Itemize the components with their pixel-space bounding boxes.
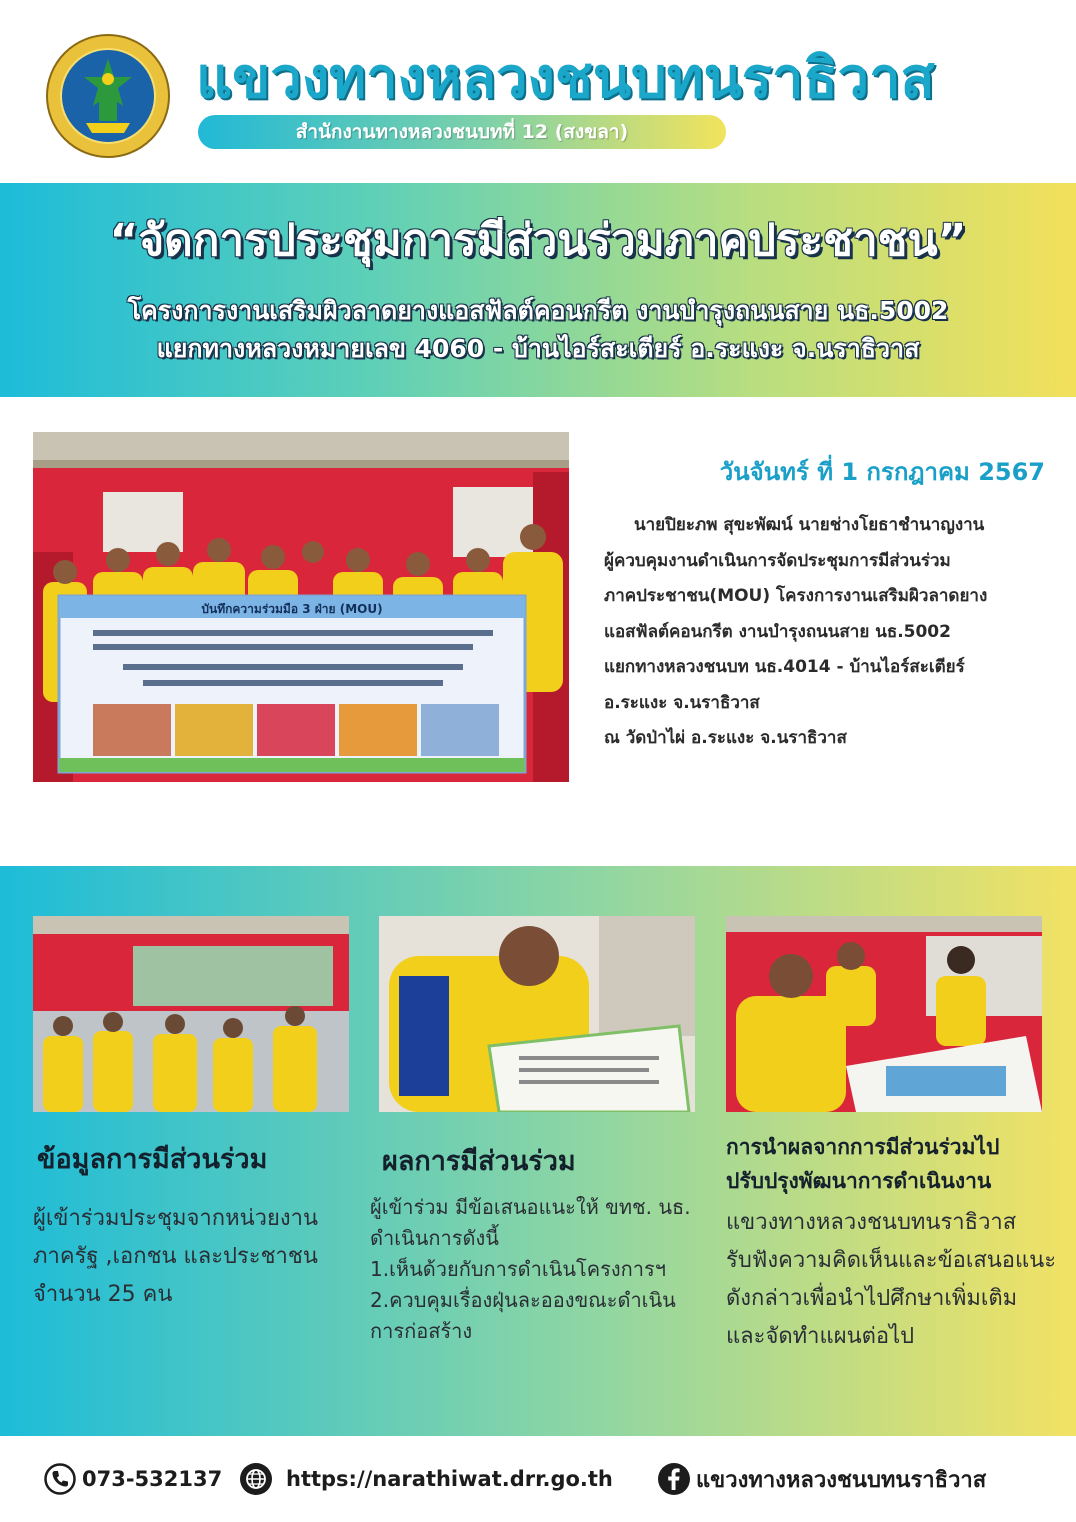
participation-results-heading: ผลการมีส่วนร่วม <box>382 1146 576 1177</box>
footer-facebook[interactable] <box>658 1463 986 1495</box>
department-seal-icon <box>44 33 172 159</box>
body-line: ผู้เข้าร่วม มีข้อเสนอแนะให้ ขทช. นธ. <box>370 1195 691 1219</box>
heading-line: ปรับปรุงพัฒนาการดำเนินงาน <box>726 1169 992 1193</box>
body-line: 1.เห็นด้วยกับการดำเนินโครงการฯ <box>370 1257 666 1281</box>
footer-website[interactable] <box>240 1463 613 1495</box>
heading-line: การนำผลจากการมีส่วนร่วมไป <box>726 1135 1000 1159</box>
photo-banner-title: บันทึกความร่วมมือ 3 ฝ่าย (MOU) <box>201 602 383 616</box>
participation-info-text <box>33 1200 318 1314</box>
facebook-icon <box>658 1463 690 1495</box>
facebook-page-name: แขวงทางหลวงชนบทนราธิวาส <box>696 1467 987 1493</box>
description-line: ณ วัดป่าไผ่ อ.ระแงะ จ.นราธิวาส <box>604 728 847 748</box>
globe-icon <box>240 1463 272 1495</box>
participation-info-heading: ข้อมูลการมีส่วนร่วม <box>37 1144 268 1175</box>
banner-project-line-1: โครงการงานเสริมผิวลาดยางแอสฟัลต์คอนกรีต งานบำรุงถนนสาย นธ.5002 <box>127 296 949 325</box>
description-line: ผู้ควบคุมงานดำเนินการจัดประชุมการมีส่วนร่วม <box>604 550 951 571</box>
description-line: อ.ระแงะ จ.นราธิวาส <box>604 692 760 713</box>
body-line: การก่อสร้าง <box>370 1319 473 1343</box>
footer-phone[interactable] <box>44 1463 222 1495</box>
page-header <box>0 0 1076 182</box>
description-line: นายปิยะภพ สุขะพัฒน์ นายช่างโยธาชำนาญงาน <box>634 515 985 535</box>
organization-title: แขวงทางหลวงชนบทนราธิวาส <box>196 46 935 111</box>
phone-icon <box>44 1463 76 1495</box>
body-line: 2.ควบคุมเรื่องฝุ่นละอองขณะดำเนิน <box>370 1288 676 1312</box>
title-banner <box>0 183 1076 397</box>
body-line: จำนวน 25 คน <box>33 1282 173 1307</box>
event-description <box>604 508 1064 757</box>
description-line: ภาคประชาชน(MOU) โครงการงานเสริมผิวลาดยาง <box>604 586 988 606</box>
improvement-heading <box>726 1130 999 1198</box>
registration-desk-photo <box>726 916 1042 1112</box>
meeting-audience-photo <box>33 916 349 1112</box>
body-line: ภาครัฐ ,เอกชน และประชาชน <box>33 1244 318 1269</box>
body-line: แขวงทางหลวงชนบทนราธิวาส <box>726 1210 1017 1235</box>
group-photo <box>33 432 569 782</box>
page-footer <box>0 1436 1076 1522</box>
banner-title: “จัดการประชุมการมีส่วนร่วมภาคประชาชน” <box>109 215 967 266</box>
results-section <box>0 866 1076 1436</box>
description-line: แอสฟัลต์คอนกรีต งานบำรุงถนนสาย นธ.5002 <box>604 621 951 642</box>
description-line: แยกทางหลวงชนบท นธ.4014 - บ้านไอร์สะเตียร์ <box>604 657 965 677</box>
body-line: ดังกล่าวเพื่อนำไปศึกษาเพิ่มเติม <box>726 1286 1018 1311</box>
body-line: และจัดทำแผนต่อไป <box>726 1324 915 1349</box>
improvement-text <box>726 1204 1056 1356</box>
signing-document-photo <box>379 916 695 1112</box>
body-line: รับฟังความคิดเห็นและข้อเสนอแนะ <box>726 1248 1057 1273</box>
event-date: วันจันทร์ ที่ 1 กรกฎาคม 2567 <box>719 458 1045 486</box>
banner-project-line-2: แยกทางหลวงหมายเลข 4060 - บ้านไอร์สะเตียร์ อ.ระแงะ จ.นราธิวาส <box>156 334 920 363</box>
phone-number: 073-532137 <box>82 1467 223 1491</box>
participation-results-text <box>370 1192 691 1347</box>
body-line: ผู้เข้าร่วมประชุมจากหน่วยงาน <box>33 1206 318 1231</box>
website-url: https://narathiwat.drr.go.th <box>286 1467 613 1491</box>
body-line: ดำเนินการดังนี้ <box>370 1226 499 1250</box>
office-subtitle: สำนักงานทางหลวงชนบทที่ 12 (สงขลา) <box>198 115 726 149</box>
